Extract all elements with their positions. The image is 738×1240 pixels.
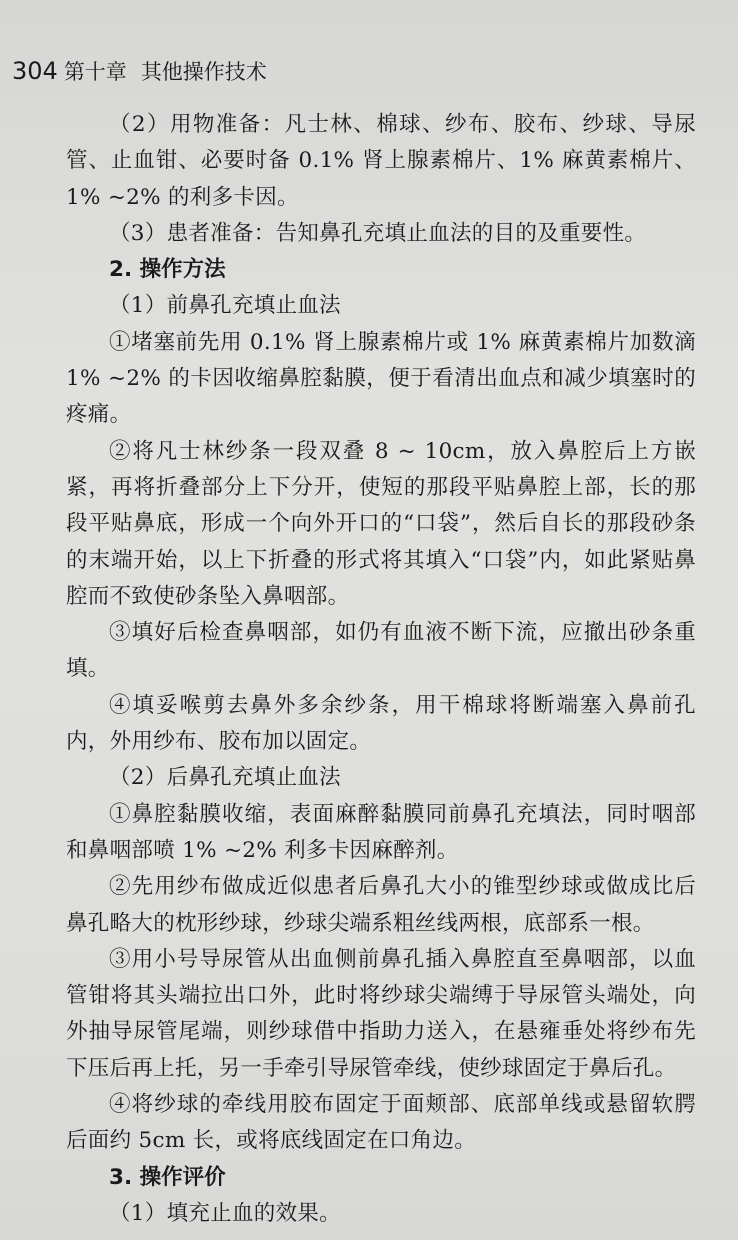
page-number: 304 (12, 57, 58, 85)
section-heading-method: 2. 操作方法 (109, 257, 226, 283)
subheading-posterior: （2）后鼻孔充填止血法 (109, 765, 341, 791)
chapter-label: 第十章 (63, 60, 127, 84)
page-body (66, 107, 696, 1232)
paragraph-patient-prep: （3）患者准备：告知鼻孔充填止血法的目的及重要性。 (109, 220, 647, 246)
paragraph-posterior-step4: ④将纱球的牵线用胶布固定于面颊部、底部单线或悬留软腭后面约 5cm 长，或将底线固定在口角边。 (66, 1092, 696, 1154)
paragraph-anterior-step3: ③填好后检查鼻咽部，如仍有血液不断下流，应撤出砂条重填。 (66, 620, 696, 682)
subheading-anterior: （1）前鼻孔充填止血法 (109, 293, 341, 319)
running-header (12, 56, 267, 87)
paragraph-anterior-step2: ②将凡士林纱条一段双叠 8 ~ 10cm，放入鼻腔后上方嵌紧，再将折叠部分上下分开，使短的那段平贴鼻腔上部，长的那段平贴鼻底，形成一个向外开口的“口袋”，然后自长的那段砂条的末端开始，以上下折叠的形式将其填入“口袋”内，如此紧贴鼻腔而不致使砂条坠入鼻咽部。 (66, 438, 696, 609)
paragraph-anterior-step4: ④填妥喉剪去鼻外多余纱条，用干棉球将断端塞入鼻前孔内，外用纱布、胶布加以固定。 (66, 692, 696, 755)
paragraph-evaluation-1: （1）填充止血的效果。 (109, 1200, 341, 1226)
section-heading-evaluation: 3. 操作评价 (109, 1164, 226, 1190)
paragraph-supplies: （2）用物准备：凡士林、棉球、纱布、胶布、纱球、导尿管、止血钳、必要时备 0.1% 肾上腺素棉片、1% 麻黄素棉片、1% ~2% 的利多卡因。 (66, 112, 696, 210)
paragraph-posterior-step3: ③用小号导尿管从出血侧前鼻孔插入鼻腔直至鼻咽部，以血管钳将其头端拉出口外，此时将纱球尖端缚于导尿管头端处，向外抽导尿管尾端，则纱球借中指助力送入，在悬雍垂处将纱布先下压后再上托，另一手牵引导尿管牵线，使纱球固定于鼻后孔。 (66, 946, 696, 1081)
paragraph-posterior-step1: ①鼻腔黏膜收缩，表面麻醉黏膜同前鼻孔充填法，同时咽部和鼻咽部喷 1% ~2% 利多卡因麻醉剂。 (66, 801, 696, 863)
paragraph-anterior-step1: ①堵塞前先用 0.1% 肾上腺素棉片或 1% 麻黄素棉片加数滴 1% ~2% 的卡因收缩鼻腔黏膜，便于看清出血点和减少填塞时的疼痛。 (66, 329, 696, 428)
paragraph-posterior-step2: ②先用纱布做成近似患者后鼻孔大小的锥型纱球或做成比后鼻孔略大的枕形纱球，纱球尖端系粗丝线两根，底部系一根。 (66, 874, 696, 936)
chapter-title: 其他操作技术 (140, 60, 267, 84)
